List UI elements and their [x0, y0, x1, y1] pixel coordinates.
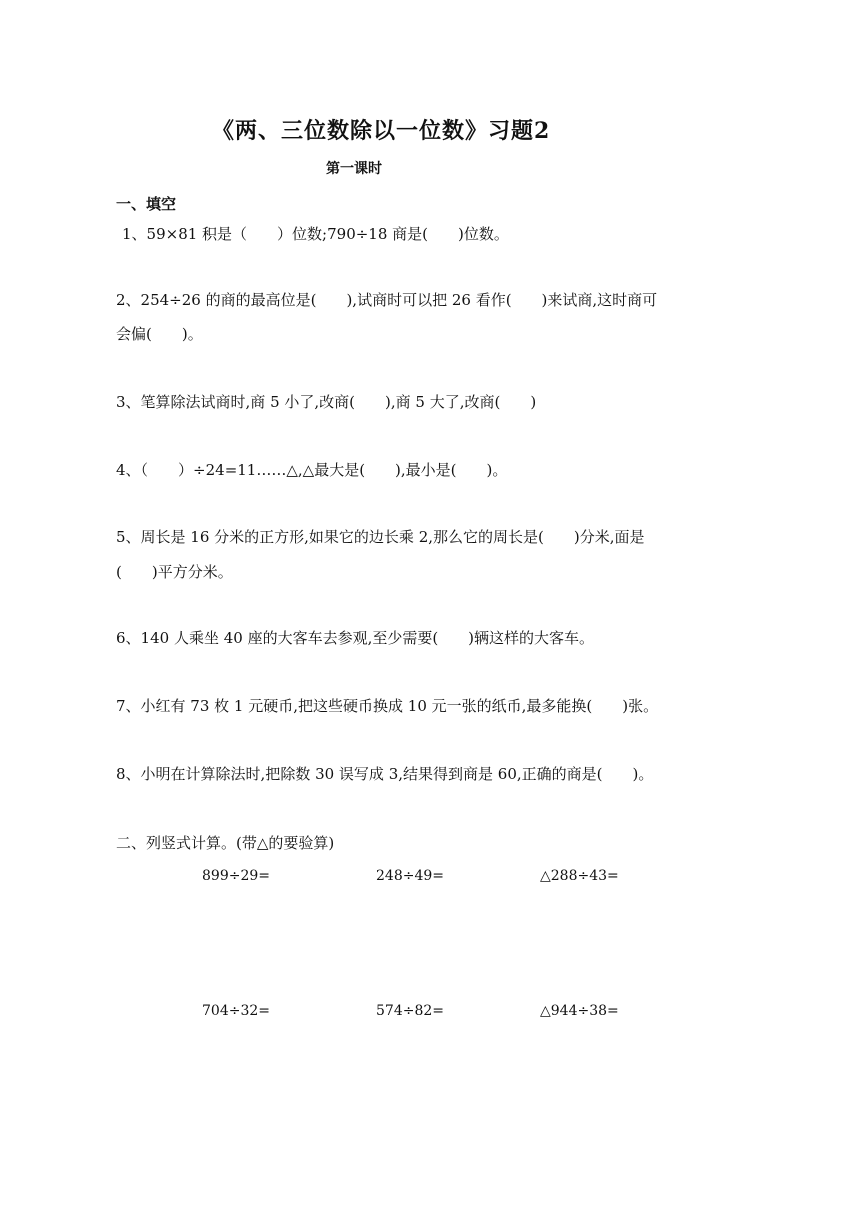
calc-problem: 248÷49=	[376, 868, 444, 884]
question-6: 6、140 人乘坐 40 座的大客车去参观,至少需要( )辆这样的大客车。	[116, 629, 595, 647]
page-subtitle: 第一课时	[326, 161, 382, 177]
question-4: 4、（ ）÷24=11……△,△最大是( ),最小是( )。	[116, 461, 508, 479]
question-2-line-1: 2、254÷26 的商的最高位是( ),试商时可以把 26 看作( )来试商,这时商可	[116, 291, 658, 309]
question-3: 3、笔算除法试商时,商 5 小了,改商( ),商 5 大了,改商( )	[116, 393, 537, 411]
section-heading-long-division: 二、列竖式计算。(带△的要验算)	[116, 834, 335, 852]
page-title: 《两、三位数除以一位数》习题2	[212, 118, 551, 144]
question-2-line-2: 会偏( )。	[116, 325, 203, 343]
calc-problem: 899÷29=	[202, 868, 270, 884]
calc-problem-with-check: △944÷38=	[540, 1003, 619, 1019]
calc-problem: 704÷32=	[202, 1003, 270, 1019]
question-5-line-2: ( )平方分米。	[116, 563, 233, 581]
question-5-line-1: 5、周长是 16 分米的正方形,如果它的边长乘 2,那么它的周长是( )分米,面是	[116, 528, 645, 546]
calc-problem: 574÷82=	[376, 1003, 444, 1019]
question-7: 7、小红有 73 枚 1 元硬币,把这些硬币换成 10 元一张的纸币,最多能换( )张。	[116, 697, 659, 715]
question-8: 8、小明在计算除法时,把除数 30 误写成 3,结果得到商是 60,正确的商是( )。	[116, 765, 654, 783]
section-heading-fill-blanks: 一、填空	[116, 195, 177, 213]
calc-problem-with-check: △288÷43=	[540, 868, 619, 884]
question-1: 1、59×81 积是（ ）位数;790÷18 商是( )位数。	[122, 225, 509, 243]
